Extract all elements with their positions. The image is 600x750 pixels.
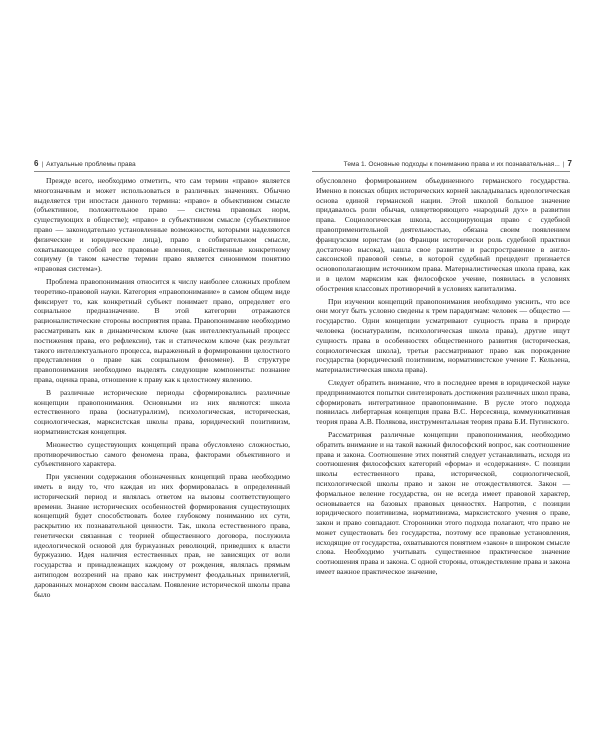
left-page-column bbox=[34, 176, 290, 602]
right-page-column bbox=[316, 176, 570, 580]
paragraph: При уяснении содержания обозначенных концепций права необходимо иметь в виду то, что каждая из них формировалась в определенный исторический период и являлась ответом на вызовы соответствующего времени. Знание исторических особенностей формирования существующих концепций будет способствовать более глубокому пониманию их сути, раскрытию их познавательной ценности. Так, школа естественного права, генетически связанная с теорией общественного договора, послужила идеологической основой для буржуазных революций, приведших к власти буржуазию. Идея наличия естественных прав, не зависящих от воли государства и принадлежащих каждому от рождения, являлась прямым антиподом воззрений на право как инструмент феодальных привилегий, дарованных монархом своим вассалам. Появление исторической школы права было bbox=[34, 472, 290, 599]
page-number-left: 6 bbox=[34, 159, 39, 168]
paragraph: Прежде всего, необходимо отметить, что сам термин «право» является многозначным и может использоваться в различных значениях. Обычно выделяется три ипостаси данного термина: «право» в объективном смысле (объективное, положительное право — система правовых норм, существующих в обществе); «право» в субъективном смысле (субъективное право — законодательно установленные возможности, которыми наделяются физические и юридические лица), право в собирательном смысле, охватывающее собой все правовые явления, свойственные конкретному социуму (в таком качестве термин право является синонимом понятию «правовая система»). bbox=[34, 176, 290, 274]
header-rule-left bbox=[34, 171, 290, 172]
running-header-left bbox=[34, 159, 136, 168]
paragraph: Рассматривая различные концепции правопонимания, необходимо обратить внимание и на такой важный философский вопрос, как соотношение права и закона. Соотношение этих понятий следует устанавливать, исходя из соотношения философских категорий «форма» и «содержания». С позиции школы естественного права, исторической, социологической, психологической школы право и закон не отождествляются. Закон — формальное веление государства, он не всегда имеет правовой характер, основывается на базовых правовых ценностях. Напротив, с позиции юридического позитивизма, нормативизма, марксистского учения о праве, закон и право совпадают. Сторонники этого подхода полагают, что право не может существовать без государства, поэтому все правовые установления, исходящие от государства, охватываются понятием «закон» в широком смысле слова. Необходимо учитывать существенное практическое значение соотношения права и закона. С одной стороны, отождествление права и закона имеет важное практическое значение, bbox=[316, 429, 570, 577]
paragraph: При изучении концепций правопонимания необходимо уяснить, что все они могут быть условно сведены к трем парадигмам: человек — общество — государство. Одни концепции усматривают сущность права в природе человека (юснатурализм, психологическая школа права), другие ищут сущность права в особенностях общественного развития (историческая, социологическая школа), третьи рассматривают право как порождение государства (юридический позитивизм, нормативистское учение Г. Кельзена, материалистическая школа права). bbox=[316, 296, 570, 375]
header-divider: | bbox=[41, 161, 44, 168]
paragraph: Следует обратить внимание, что в последнее время в юридической науке предпринимаются попытки синтезировать достижения различных школ права, сформировать интегративное правопонимание. В русле этого подхода появилась либертарная концепция права В.С. Нерсесянца, коммуникативная теория права А.В. Полякова, инструментальная теория права Б.И. Пугинского. bbox=[316, 377, 570, 427]
page-number-right: 7 bbox=[567, 159, 572, 168]
paragraph: Множество существующих концепций права обусловлено сложностью, противоречивостью самого феномена права, факторами объективного и субъективного характера. bbox=[34, 439, 290, 469]
running-title-left: Актуальные проблемы права bbox=[46, 161, 136, 168]
paragraph-continued: обусловлено формированием объединенного германского государства. Именно в поисках общих исторических корней закладывалась идеологическая основа единой германской нации. Этой школой большое значение придавалось роли обычая, олицетворяющего «народный дух» в развитии права. Социологическая школа, ассоциирующая право с судебной правоприменительной деятельностью, обязана своим появлением французским юристам (во Франции исторически роль судебной практики достаточно высока), нашла свое развитие и распространение в англо-саксонской правовой семье, в которой судебный прецедент признается основополагающим источником права. Материалистическая школа права, как и в целом марксизм как философское учение, появилась в условиях обострения классовых противоречий в условиях капитализма. bbox=[316, 176, 570, 293]
running-header-right bbox=[344, 159, 572, 168]
running-title-right: Тема 1. Основные подходы к пониманию права и их познавательная... bbox=[343, 161, 560, 168]
header-divider: | bbox=[562, 161, 565, 168]
paragraph: В различные исторические периоды сформировались различные концепции правопонимания. Основными из них являются: школа естественного права (юснатурализм), психологическая, историческая, социологическая, марксистская школы права, юридический позитивизм, нормативистская концепция. bbox=[34, 387, 290, 436]
paragraph: Проблема правопонимания относится к числу наиболее сложных проблем теоретико-правовой науки. Категория «правопонимание» в самом общем виде фиксирует то, как конкретный субъект понимает право, определяет его социальное предназначение. В этой категории отражаются рационалистические стороны восприятия права. Правопонимание необходимо рассматривать как в динамическом ключе (как интеллектуальный процесс постижения права, его рефлексии), так и статическом ключе (как результат такого интеллектуального процесса, выраженный в формировании целостного представления о праве как социальном феномене). В структуре правопонимания необходимо выделять следующие компоненты: познание права, оценка права, отношение к праву как к целостному явлению. bbox=[34, 276, 290, 384]
header-rule-right bbox=[312, 171, 570, 172]
